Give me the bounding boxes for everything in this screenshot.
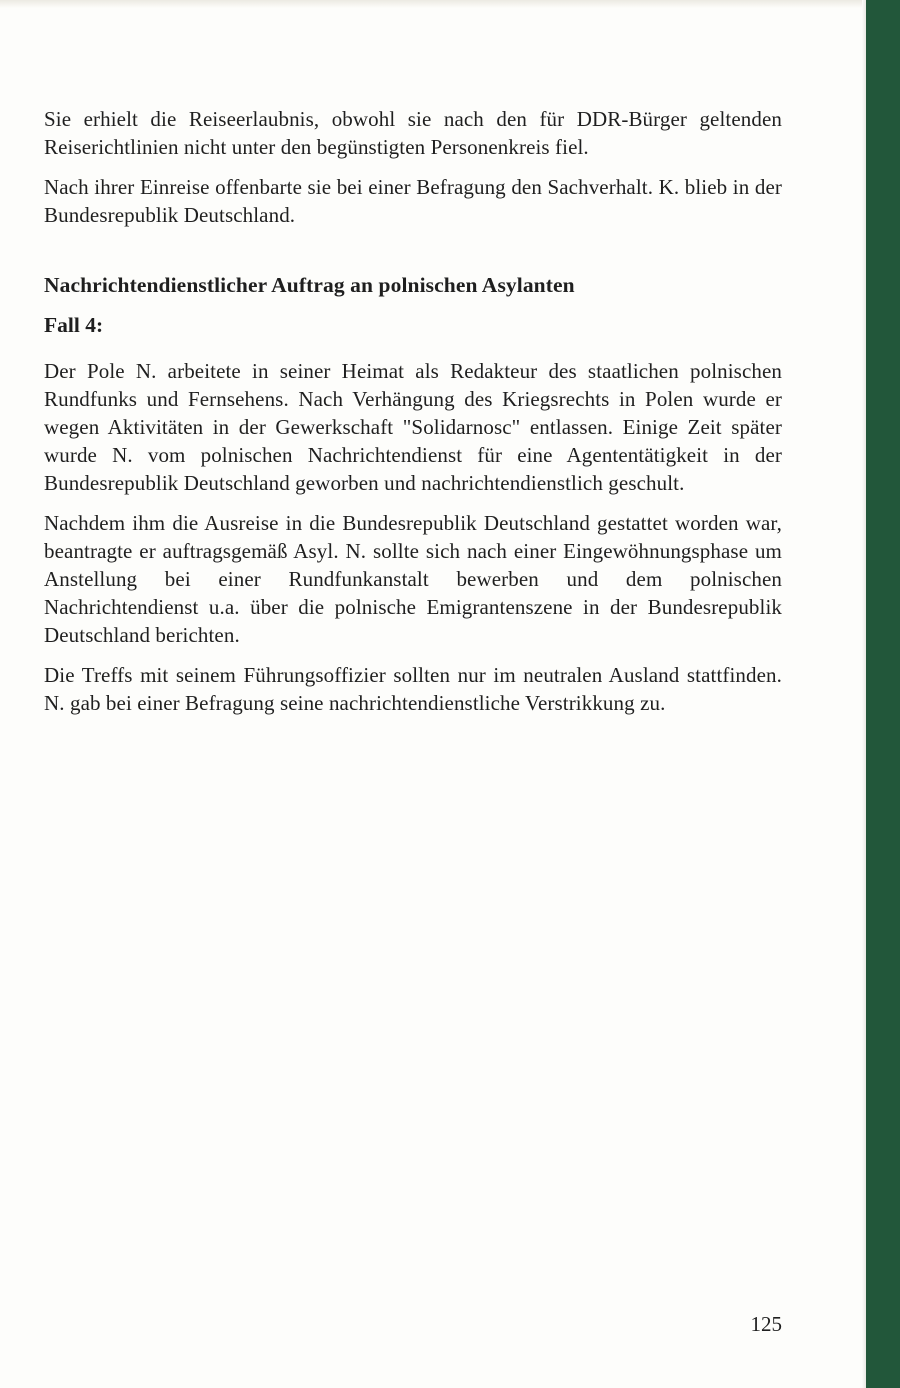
page-content — [44, 105, 782, 729]
case-label: Fall 4: — [44, 313, 104, 337]
page-top-shadow — [0, 0, 866, 8]
paragraph-travel-permit: Sie erhielt die Reiseerlaubnis, obwohl sie nach den für DDR-Bürger geltenden Reiserichtlinien nicht unter den begünstigten Personenkreis fiel. — [44, 107, 782, 159]
section-heading: Nachrichtendienstlicher Auftrag an polnischen Asylanten — [44, 273, 575, 297]
paragraph-case-background: Der Pole N. arbeitete in seiner Heimat als Redakteur des staatlichen polnischen Rundfunks und Fernsehens. Nach Verhängung des Kriegsrechts in Polen wurde er wegen Aktivitäten in der Gewerkschaft "Solidarnosc" entlassen. Einige Zeit später wurde N. vom polnischen Nachrichtendienst für eine Agententätigkeit in der Bundesrepublik Deutschland geworben und nachrichtendienstlich geschult. — [44, 359, 782, 495]
paragraph-case-meetings: Die Treffs mit seinem Führungsoffizier sollten nur im neutralen Ausland stattfinden. N. gab bei einer Befragung seine nachrichtendienstliche Verstrikkung zu. — [44, 663, 782, 715]
binding-edge — [866, 0, 900, 1388]
page-number: 125 — [750, 1312, 782, 1336]
paragraph-case-asylum: Nachdem ihm die Ausreise in die Bundesrepublik Deutschland gestattet worden war, beantragte er auftragsgemäß Asyl. N. sollte sich nach einer Eingewöhnungsphase um Anstellung bei einer Rundfunkanstalt bewerben und dem polnischen Nachrichtendienst u.a. über die polnische Emigrantenszene in der Bundesrepublik Deutschland berichten. — [44, 511, 782, 647]
paragraph-entry-disclosure: Nach ihrer Einreise offenbarte sie bei einer Befragung den Sachverhalt. K. blieb in der Bundesrepublik Deutschland. — [44, 175, 782, 227]
